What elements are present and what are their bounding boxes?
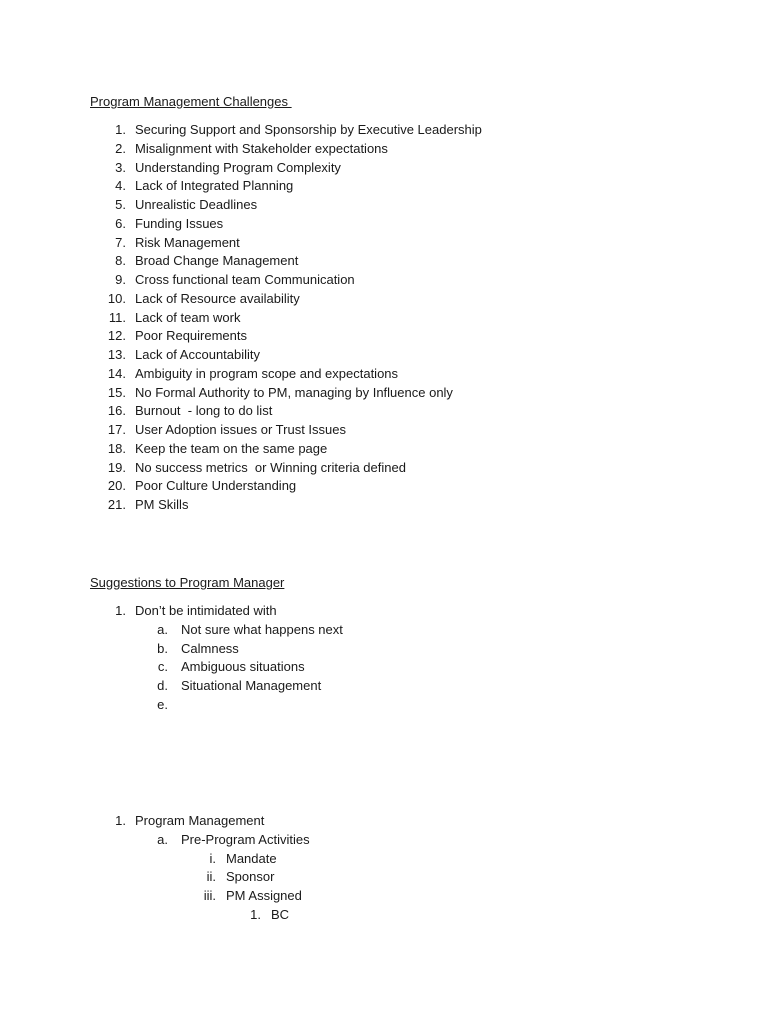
item-text: Mandate <box>226 850 277 866</box>
item-roman: iii. <box>203 888 216 903</box>
item-letter: b. <box>157 640 168 656</box>
item-number: 1. <box>115 813 126 828</box>
item-text: Broad Change Management <box>135 253 299 269</box>
suggestions-heading: Suggestions to Program Manager <box>90 575 285 590</box>
item-text: Sponsor <box>226 869 275 885</box>
item-number: 14. <box>107 365 126 381</box>
item-text: Risk Management <box>135 234 240 250</box>
item-letter: c. <box>157 659 168 675</box>
item-roman: ii. <box>206 869 216 885</box>
item-letter: a. <box>157 831 168 847</box>
item-letter: d. <box>157 678 168 693</box>
item-text: Lack of Resource availability <box>135 290 300 306</box>
item-number: 6. <box>115 215 126 231</box>
item-text: PM Assigned <box>226 888 302 903</box>
item-number: 1. <box>250 906 261 922</box>
item-text: Cross functional team Communication <box>135 272 355 287</box>
item-number: 2. <box>115 140 126 156</box>
item-number: 7. <box>115 234 126 250</box>
item-letter: e. <box>157 696 168 712</box>
item-number: 18. <box>107 440 126 456</box>
item-letter: a. <box>157 621 168 637</box>
item-text: No Formal Authority to PM, managing by Influence only <box>135 384 453 400</box>
item-text: Lack of team work <box>135 309 241 325</box>
item-text: Poor Culture Understanding <box>135 478 297 494</box>
item-text: Lack of Integrated Planning <box>135 178 294 194</box>
item-text: Ambiguity in program scope and expectations <box>135 365 399 381</box>
item-text: Situational Management <box>181 678 322 693</box>
item-number: 8. <box>115 253 126 269</box>
item-number: 16. <box>107 403 126 419</box>
item-text: Ambiguous situations <box>181 659 305 675</box>
item-number: 21. <box>107 497 126 512</box>
item-text: Don’t be intimidated with <box>135 603 277 618</box>
item-number: 11. <box>108 309 126 325</box>
item-number: 17. <box>107 422 126 437</box>
item-text: Unrealistic Deadlines <box>135 197 258 212</box>
item-text: User Adoption issues or Trust Issues <box>135 422 346 437</box>
item-number: 12. <box>107 328 126 344</box>
item-text: Funding Issues <box>135 215 224 231</box>
item-text: Not sure what happens next <box>181 621 343 637</box>
item-number: 15. <box>107 384 126 400</box>
challenges-heading: Program Management Challenges <box>90 94 292 109</box>
item-text: Understanding Program Complexity <box>135 159 341 175</box>
item-text: Lack of Accountability <box>135 347 261 362</box>
item-roman: i. <box>209 850 216 866</box>
item-text: Securing Support and Sponsorship by Executive Leadership <box>135 122 482 137</box>
item-text: Misalignment with Stakeholder expectations <box>135 140 388 156</box>
item-text: Pre-Program Activities <box>181 831 310 847</box>
item-number: 20. <box>107 478 126 494</box>
item-number: 1. <box>115 603 126 618</box>
item-text: Keep the team on the same page <box>135 440 328 456</box>
item-number: 4. <box>115 178 126 194</box>
item-number: 9. <box>115 272 126 287</box>
item-number: 10. <box>107 290 126 306</box>
item-number: 5. <box>115 197 126 212</box>
item-text: PM Skills <box>135 497 189 512</box>
item-number: 19. <box>107 459 126 475</box>
item-text: Program Management <box>135 813 265 828</box>
item-text: Calmness <box>181 640 239 656</box>
item-text: BC <box>271 906 290 922</box>
item-number: 1. <box>115 122 126 137</box>
item-text: Poor Requirements <box>135 328 247 344</box>
item-text: Burnout - long to do list <box>135 403 273 419</box>
item-number: 3. <box>115 159 126 175</box>
item-text: No success metrics or Winning criteria defined <box>135 459 406 475</box>
item-number: 13. <box>107 347 126 362</box>
